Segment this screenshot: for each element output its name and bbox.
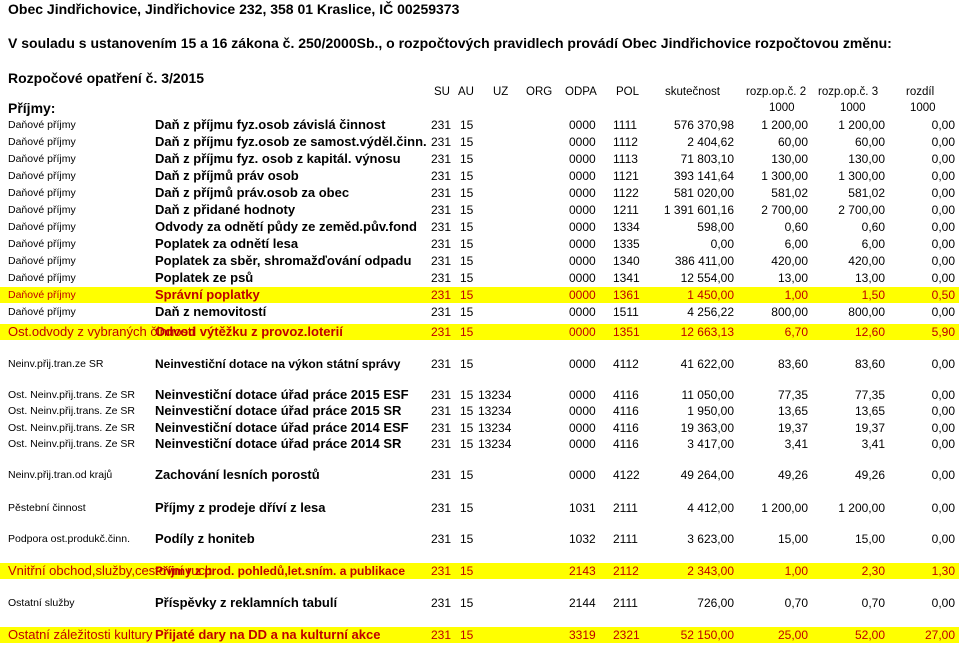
row-skutecnost: 12 554,00 bbox=[680, 271, 734, 285]
row-rozdil: 0,00 bbox=[931, 271, 955, 285]
row-au: 15 bbox=[460, 501, 474, 515]
row-name: Daň z přidané hodnoty bbox=[155, 202, 296, 217]
row-rozdil: 27,00 bbox=[924, 628, 955, 642]
table-row bbox=[0, 467, 959, 483]
table-row bbox=[0, 287, 959, 303]
col-rozdil: rozdíl bbox=[906, 86, 935, 98]
col-skutecnost: skutečnost bbox=[665, 86, 720, 98]
table-row bbox=[0, 595, 959, 611]
row-rozp2: 25,00 bbox=[777, 628, 808, 642]
col-org: ORG bbox=[526, 86, 553, 98]
row-odpa: 0000 bbox=[569, 271, 596, 285]
row-category: Daňové příjmy bbox=[8, 170, 76, 182]
row-rozp3: 60,00 bbox=[854, 135, 885, 149]
row-pol: 4116 bbox=[613, 437, 639, 451]
row-skutecnost: 393 141,64 bbox=[673, 169, 734, 183]
row-category: Ost. Neinv.přij.trans. Ze SR bbox=[8, 389, 136, 401]
row-su: 231 bbox=[431, 532, 452, 546]
row-au: 15 bbox=[460, 437, 474, 451]
col-pol: POL bbox=[616, 86, 640, 98]
col-au: AU bbox=[458, 86, 474, 98]
row-rozdil: 0,00 bbox=[931, 468, 955, 482]
table-row bbox=[0, 236, 959, 252]
section-label: Příjmy: bbox=[8, 100, 56, 116]
row-pol: 1511 bbox=[613, 305, 639, 319]
row-rozp2: 1,00 bbox=[784, 564, 808, 578]
row-pol: 4112 bbox=[613, 357, 639, 371]
row-au: 15 bbox=[460, 237, 474, 251]
row-su: 231 bbox=[431, 169, 452, 183]
row-uz: 13234 bbox=[478, 404, 512, 418]
row-name: Zachování lesních porostů bbox=[155, 467, 320, 482]
unit-rozdil: 1000 bbox=[910, 102, 936, 114]
row-rozp2: 83,60 bbox=[777, 357, 808, 371]
row-category: Daňové příjmy bbox=[8, 238, 76, 250]
row-su: 231 bbox=[431, 305, 452, 319]
row-rozdil: 0,00 bbox=[931, 135, 955, 149]
row-odpa: 0000 bbox=[569, 118, 596, 132]
table-row bbox=[0, 387, 959, 403]
row-rozdil: 0,00 bbox=[931, 421, 955, 435]
row-category: Daňové příjmy bbox=[8, 119, 76, 131]
row-odpa: 0000 bbox=[569, 388, 596, 402]
table-row bbox=[0, 420, 959, 436]
table-row bbox=[0, 356, 959, 372]
row-rozp3: 15,00 bbox=[854, 532, 885, 546]
row-rozp2: 13,65 bbox=[777, 404, 808, 418]
row-au: 15 bbox=[460, 254, 474, 268]
row-category: Daňové příjmy bbox=[8, 153, 76, 165]
row-skutecnost: 41 622,00 bbox=[680, 357, 734, 371]
row-rozp3: 2,30 bbox=[861, 564, 885, 578]
row-au: 15 bbox=[460, 288, 474, 302]
row-rozp3: 19,37 bbox=[854, 421, 885, 435]
row-pol: 4116 bbox=[613, 404, 639, 418]
row-name: Neinvestiční dotace úřad práce 2015 ESF bbox=[155, 387, 409, 402]
row-rozp3: 13,65 bbox=[854, 404, 885, 418]
table-row bbox=[0, 219, 959, 235]
table-row bbox=[0, 270, 959, 286]
row-pol: 1361 bbox=[613, 288, 640, 302]
table-row bbox=[0, 500, 959, 516]
row-rozp3: 130,00 bbox=[848, 152, 885, 166]
row-odpa: 0000 bbox=[569, 437, 596, 451]
row-pol: 1122 bbox=[613, 186, 639, 200]
row-rozdil: 0,00 bbox=[931, 596, 955, 610]
row-name: Daň z nemovitostí bbox=[155, 304, 267, 319]
row-odpa: 0000 bbox=[569, 220, 596, 234]
row-rozp2: 77,35 bbox=[777, 388, 808, 402]
row-odpa: 0000 bbox=[569, 203, 596, 217]
row-rozp3: 12,60 bbox=[854, 325, 885, 339]
row-skutecnost: 2 404,62 bbox=[687, 135, 734, 149]
row-au: 15 bbox=[460, 325, 474, 339]
row-rozdil: 0,00 bbox=[931, 203, 955, 217]
row-rozp2: 60,00 bbox=[777, 135, 808, 149]
row-category: Daňové příjmy bbox=[8, 204, 76, 216]
row-odpa: 0000 bbox=[569, 254, 596, 268]
row-rozp2: 49,26 bbox=[777, 468, 808, 482]
col-rozp2: rozp.op.č. 2 bbox=[746, 86, 807, 98]
row-skutecnost: 3 417,00 bbox=[687, 437, 734, 451]
row-rozp3: 52,00 bbox=[854, 628, 885, 642]
table-row bbox=[0, 168, 959, 184]
row-pol: 1113 bbox=[613, 152, 638, 166]
row-au: 15 bbox=[460, 305, 474, 319]
unit-rozp: 1000 bbox=[840, 102, 866, 114]
row-pol: 4116 bbox=[613, 388, 639, 402]
table-row bbox=[0, 134, 959, 150]
row-rozp2: 0,60 bbox=[784, 220, 808, 234]
row-rozp3: 1 300,00 bbox=[838, 169, 885, 183]
row-au: 15 bbox=[460, 404, 474, 418]
row-au: 15 bbox=[460, 118, 474, 132]
row-rozp3: 49,26 bbox=[854, 468, 885, 482]
row-category: Daňové příjmy bbox=[8, 255, 76, 267]
row-category: Daňové příjmy bbox=[8, 289, 76, 301]
table-row bbox=[0, 117, 959, 133]
row-category: Ost. Neinv.přij.trans. Ze SR bbox=[8, 438, 136, 450]
row-au: 15 bbox=[460, 135, 474, 149]
row-odpa: 0000 bbox=[569, 305, 596, 319]
row-su: 231 bbox=[431, 254, 452, 268]
row-skutecnost: 49 264,00 bbox=[680, 468, 734, 482]
row-rozp2: 13,00 bbox=[777, 271, 808, 285]
row-rozdil: 1,30 bbox=[931, 564, 955, 578]
row-odpa: 0000 bbox=[569, 468, 596, 482]
row-name: Neinvestiční dotace úřad práce 2014 SR bbox=[155, 436, 402, 451]
row-pol: 1112 bbox=[613, 135, 638, 149]
col-su: SU bbox=[434, 86, 450, 98]
row-pol: 1111 bbox=[613, 118, 638, 132]
row-uz: 13234 bbox=[478, 388, 512, 402]
table-row bbox=[0, 403, 959, 419]
row-su: 231 bbox=[431, 271, 452, 285]
row-odpa: 0000 bbox=[569, 135, 596, 149]
row-odpa: 2144 bbox=[569, 596, 596, 610]
row-su: 231 bbox=[431, 628, 452, 642]
row-rozp2: 420,00 bbox=[771, 254, 808, 268]
row-rozdil: 0,00 bbox=[931, 357, 955, 371]
row-rozp3: 800,00 bbox=[848, 305, 885, 319]
row-rozp2: 1 300,00 bbox=[761, 169, 808, 183]
row-pol: 1121 bbox=[613, 169, 639, 183]
row-rozp2: 6,00 bbox=[784, 237, 808, 251]
row-pol: 1334 bbox=[613, 220, 640, 234]
row-rozp3: 581,02 bbox=[848, 186, 885, 200]
row-au: 15 bbox=[460, 596, 474, 610]
row-au: 15 bbox=[460, 220, 474, 234]
col-rozp3: rozp.op.č. 3 bbox=[818, 86, 879, 98]
row-odpa: 0000 bbox=[569, 169, 596, 183]
row-su: 231 bbox=[431, 404, 452, 418]
row-odpa: 0000 bbox=[569, 325, 596, 339]
row-name: Odvod výtěžku z provoz.loterií bbox=[155, 324, 343, 339]
row-skutecnost: 726,00 bbox=[697, 596, 734, 610]
table-row bbox=[0, 185, 959, 201]
row-name: Daň z příjmu fyz.osob závislá činnost bbox=[155, 117, 386, 132]
row-category: Ost.odvody z vybraných činností bbox=[8, 324, 196, 339]
row-rozp2: 581,02 bbox=[771, 186, 808, 200]
row-au: 15 bbox=[460, 169, 474, 183]
row-odpa: 0000 bbox=[569, 421, 596, 435]
row-rozp3: 1,50 bbox=[861, 288, 885, 302]
row-pol: 1211 bbox=[613, 203, 639, 217]
row-odpa: 2143 bbox=[569, 564, 596, 578]
row-category: Neinv.přij.tran.ze SR bbox=[8, 358, 104, 370]
table-row bbox=[0, 202, 959, 218]
row-rozp3: 1 200,00 bbox=[838, 118, 885, 132]
row-uz: 13234 bbox=[478, 437, 512, 451]
table-row bbox=[0, 563, 959, 579]
row-skutecnost: 1 950,00 bbox=[687, 404, 734, 418]
row-name: Poplatek ze psů bbox=[155, 270, 254, 285]
row-name: Příjmy z prod. pohledů,let.sním. a publikace bbox=[155, 564, 406, 578]
row-su: 231 bbox=[431, 152, 452, 166]
row-su: 231 bbox=[431, 186, 452, 200]
row-skutecnost: 2 343,00 bbox=[687, 564, 734, 578]
row-odpa: 1031 bbox=[569, 501, 596, 515]
row-name: Neinvestiční dotace úřad práce 2014 ESF bbox=[155, 420, 409, 435]
row-skutecnost: 386 411,00 bbox=[674, 254, 734, 268]
row-name: Daň z příjmů práv osob bbox=[155, 168, 299, 183]
unit-skutecnost: 1000 bbox=[769, 102, 795, 114]
row-su: 231 bbox=[431, 135, 452, 149]
row-su: 231 bbox=[431, 596, 452, 610]
row-su: 231 bbox=[431, 564, 452, 578]
row-rozp3: 2 700,00 bbox=[838, 203, 885, 217]
row-rozp3: 6,00 bbox=[861, 237, 885, 251]
row-su: 231 bbox=[431, 220, 452, 234]
row-name: Poplatek za sběr, shromažďování odpadu bbox=[155, 253, 412, 268]
row-au: 15 bbox=[460, 203, 474, 217]
row-rozp2: 19,37 bbox=[777, 421, 808, 435]
row-skutecnost: 576 370,98 bbox=[673, 118, 734, 132]
row-skutecnost: 11 050,00 bbox=[681, 388, 734, 402]
row-skutecnost: 0,00 bbox=[710, 237, 734, 251]
row-category: Neinv.přij.tran.od krajů bbox=[8, 469, 113, 481]
row-au: 15 bbox=[460, 388, 474, 402]
row-category: Vnitřní obchod,služby,cestovní ruch bbox=[8, 563, 213, 578]
col-odpa: ODPA bbox=[565, 86, 597, 98]
row-rozdil: 0,00 bbox=[931, 237, 955, 251]
row-au: 15 bbox=[460, 271, 474, 285]
row-su: 231 bbox=[431, 288, 452, 302]
row-rozdil: 0,00 bbox=[931, 169, 955, 183]
row-category: Daňové příjmy bbox=[8, 221, 76, 233]
row-category: Ost. Neinv.přij.trans. Ze SR bbox=[8, 405, 136, 417]
row-pol: 4122 bbox=[613, 468, 640, 482]
row-odpa: 0000 bbox=[569, 152, 596, 166]
row-rozdil: 0,00 bbox=[931, 501, 955, 515]
row-name: Daň z příjmu fyz.osob ze samost.výděl.činn. bbox=[155, 134, 427, 149]
row-category: Ostatní služby bbox=[8, 597, 75, 609]
row-category: Ost. Neinv.přij.trans. Ze SR bbox=[8, 422, 136, 434]
row-au: 15 bbox=[460, 564, 474, 578]
row-au: 15 bbox=[460, 152, 474, 166]
row-skutecnost: 12 663,13 bbox=[680, 325, 734, 339]
row-rozp3: 77,35 bbox=[854, 388, 885, 402]
col-uz: UZ bbox=[493, 86, 509, 98]
row-pol: 2111 bbox=[613, 596, 638, 610]
row-name: Neinvestiční dotace úřad práce 2015 SR bbox=[155, 403, 402, 418]
row-pol: 2111 bbox=[613, 532, 638, 546]
row-category: Daňové příjmy bbox=[8, 187, 76, 199]
row-odpa: 0000 bbox=[569, 357, 596, 371]
table-row bbox=[0, 531, 959, 547]
row-name: Příspěvky z reklamních tabulí bbox=[155, 595, 338, 610]
row-category: Podpora ost.produkč.činn. bbox=[8, 533, 130, 545]
row-au: 15 bbox=[460, 532, 474, 546]
row-pol: 1341 bbox=[613, 271, 640, 285]
row-su: 231 bbox=[431, 203, 452, 217]
row-rozp2: 6,70 bbox=[784, 325, 808, 339]
row-au: 15 bbox=[460, 628, 474, 642]
row-rozp2: 130,00 bbox=[771, 152, 808, 166]
row-su: 231 bbox=[431, 357, 452, 371]
row-name: Daň z příjmů práv.osob za obec bbox=[155, 185, 350, 200]
row-rozdil: 0,00 bbox=[931, 118, 955, 132]
row-rozp2: 1,00 bbox=[784, 288, 808, 302]
row-rozp3: 420,00 bbox=[848, 254, 885, 268]
row-au: 15 bbox=[460, 421, 474, 435]
row-skutecnost: 3 623,00 bbox=[687, 532, 734, 546]
row-pol: 2111 bbox=[613, 501, 638, 515]
row-name: Neinvestiční dotace na výkon státní správy bbox=[155, 357, 401, 371]
row-skutecnost: 71 803,10 bbox=[680, 152, 734, 166]
row-rozp3: 3,41 bbox=[861, 437, 885, 451]
row-rozdil: 0,00 bbox=[931, 254, 955, 268]
row-category: Daňové příjmy bbox=[8, 136, 76, 148]
row-rozdil: 0,00 bbox=[931, 404, 955, 418]
row-rozp3: 0,60 bbox=[861, 220, 885, 234]
row-au: 15 bbox=[460, 186, 474, 200]
table-row bbox=[0, 151, 959, 167]
row-su: 231 bbox=[431, 468, 452, 482]
row-odpa: 1032 bbox=[569, 532, 596, 546]
row-name: Přijaté dary na DD a na kulturní akce bbox=[155, 627, 381, 642]
row-name: Podíly z honiteb bbox=[155, 531, 255, 546]
row-odpa: 0000 bbox=[569, 186, 596, 200]
row-rozdil: 0,00 bbox=[931, 388, 955, 402]
row-su: 231 bbox=[431, 437, 452, 451]
row-rozp3: 0,70 bbox=[861, 596, 885, 610]
row-odpa: 0000 bbox=[569, 237, 596, 251]
row-category: Daňové příjmy bbox=[8, 306, 76, 318]
row-skutecnost: 1 450,00 bbox=[687, 288, 734, 302]
row-rozp2: 2 700,00 bbox=[761, 203, 808, 217]
row-rozp3: 1 200,00 bbox=[838, 501, 885, 515]
row-rozdil: 0,00 bbox=[931, 220, 955, 234]
row-su: 231 bbox=[431, 325, 452, 339]
row-name: Daň z příjmu fyz. osob z kapitál. výnosu bbox=[155, 151, 401, 166]
row-odpa: 3319 bbox=[569, 628, 596, 642]
row-su: 231 bbox=[431, 118, 452, 132]
row-rozdil: 0,50 bbox=[931, 288, 955, 302]
row-pol: 2112 bbox=[613, 564, 639, 578]
measure-title: Rozpočové opatření č. 3/2015 bbox=[8, 70, 205, 86]
row-skutecnost: 1 391 601,16 bbox=[663, 203, 734, 217]
row-au: 15 bbox=[460, 357, 474, 371]
table-row bbox=[0, 324, 959, 340]
row-su: 231 bbox=[431, 501, 452, 515]
row-category: Daňové příjmy bbox=[8, 272, 76, 284]
row-rozdil: 0,00 bbox=[931, 186, 955, 200]
row-au: 15 bbox=[460, 468, 474, 482]
row-odpa: 0000 bbox=[569, 404, 596, 418]
row-rozp2: 0,70 bbox=[784, 596, 808, 610]
row-pol: 2321 bbox=[613, 628, 640, 642]
row-skutecnost: 598,00 bbox=[697, 220, 734, 234]
row-pol: 1335 bbox=[613, 237, 640, 251]
row-pol: 1351 bbox=[613, 325, 640, 339]
row-name: Správní poplatky bbox=[155, 287, 260, 302]
row-name: Poplatek za odnětí lesa bbox=[155, 236, 299, 251]
row-rozp3: 13,00 bbox=[854, 271, 885, 285]
row-su: 231 bbox=[431, 388, 452, 402]
row-rozdil: 0,00 bbox=[931, 305, 955, 319]
row-skutecnost: 4 256,22 bbox=[687, 305, 734, 319]
table-row bbox=[0, 253, 959, 269]
row-rozdil: 0,00 bbox=[931, 437, 955, 451]
row-rozp2: 3,41 bbox=[784, 437, 808, 451]
table-row bbox=[0, 304, 959, 320]
row-rozdil: 5,90 bbox=[931, 325, 955, 339]
row-su: 231 bbox=[431, 421, 452, 435]
row-skutecnost: 52 150,00 bbox=[680, 628, 734, 642]
row-rozp2: 15,00 bbox=[777, 532, 808, 546]
row-skutecnost: 4 412,00 bbox=[687, 501, 734, 515]
row-pol: 1340 bbox=[613, 254, 640, 268]
row-pol: 4116 bbox=[613, 421, 639, 435]
column-headers bbox=[0, 86, 959, 102]
row-skutecnost: 19 363,00 bbox=[680, 421, 734, 435]
row-uz: 13234 bbox=[478, 421, 512, 435]
document-title: Obec Jindřichovice, Jindřichovice 232, 358 01 Kraslice, IČ 00259373 bbox=[8, 1, 460, 17]
table-row bbox=[0, 436, 959, 452]
row-odpa: 0000 bbox=[569, 288, 596, 302]
row-category: Pěstební činnost bbox=[8, 502, 86, 514]
row-category: Ostatní záležitosti kultury bbox=[8, 627, 153, 642]
row-skutecnost: 581 020,00 bbox=[673, 186, 734, 200]
row-rozdil: 0,00 bbox=[931, 532, 955, 546]
row-rozdil: 0,00 bbox=[931, 152, 955, 166]
row-rozp2: 1 200,00 bbox=[761, 118, 808, 132]
row-name: Odvody za odnětí půdy ze zeměd.pův.fond bbox=[155, 219, 417, 234]
row-rozp3: 83,60 bbox=[854, 357, 885, 371]
units-row bbox=[0, 102, 959, 118]
row-name: Příjmy z prodeje dříví z lesa bbox=[155, 500, 326, 515]
row-rozp2: 1 200,00 bbox=[761, 501, 808, 515]
row-su: 231 bbox=[431, 237, 452, 251]
table-row bbox=[0, 627, 959, 643]
row-rozp2: 800,00 bbox=[771, 305, 808, 319]
document-intro: V souladu s ustanovením 15 a 16 zákona č. 250/2000Sb., o rozpočtových pravidlech provádí Obec Jindřichovice rozpočtovou změnu: bbox=[8, 35, 892, 51]
